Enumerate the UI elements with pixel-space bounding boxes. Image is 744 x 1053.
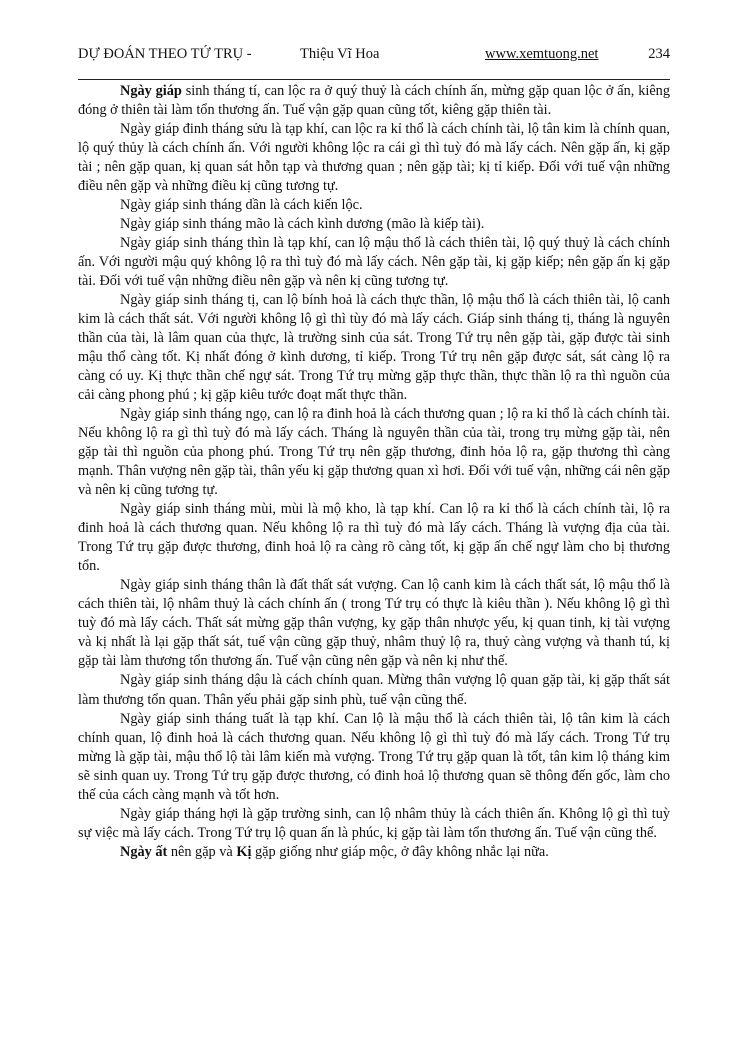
header-divider xyxy=(78,79,670,80)
book-title: DỰ ĐOÁN THEO TỨ TRỤ - xyxy=(78,46,252,62)
paragraph: Ngày giáp sinh tháng thân là đất thất sát vượng. Can lộ canh kim là cách thất sát, lộ mậu thổ là cách thiên tài, lộ nhâm thuỷ là cách chính ấn ( trong Tứ trụ có thực là kiêu thần ). Nếu không lộ gì thì tuỳ đó mà lấy cách. Thất sát mừng gặp thân vượng, kỵ gặp thân nhược yếu, kị quan tinh, kị tài vượng và kị nhất là lại gặp thất sát, tuế vận cũng gặp thuỷ, nhâm thuỷ lộ ra, thuỷ càng vượng và thanh tú, kị gặp tài làm thương tổn thương ấn. Tuế vận cũng nên gặp và nên kị như thế. xyxy=(78,577,670,670)
paragraph: Ngày giáp sinh tháng tuất là tạp khí. Can lộ là mậu thổ là cách thiên tài, lộ tân kim là cách chính quan, lộ đinh hoả là cách thương quan. Nếu không lộ gì thì tuỳ đó mà lấy cách. Trong Tứ trụ mừng là gặp tài, mậu thổ lộ tài lâm kiến mà vượng. Trong Tứ trụ gặp quan là tốt, tân kim lộ tháng kim sẽ sinh quan uy. Trong Tứ trụ gặp được thương, có đinh hoả lộ thương quan sẽ thông đến gốc, làm cho thế của cách càng mạnh và tốt hơn. xyxy=(78,710,670,803)
paragraph: Ngày giáp sinh tháng thìn là tạp khí, can lộ mậu thổ là cách thiên tài, lộ quý thuỷ là cách chính ấn. Với người mậu quý không lộ ra thì tuỳ đó mà lấy cách. Nên gặp tài, kị gặp kiếp; nên gặp ấn kị gặp tài. Đối với tuế vận những điều nên gặp và nên kị cũng tương tự. xyxy=(78,235,670,290)
paragraph: Ngày giáp tháng hợi là gặp trường sinh, can lộ nhâm thủy là cách thiên ấn. Không lộ gì thì tuỳ sự việc mà lấy cách. Trong Tứ trụ lộ quan ấn là phúc, kị gặp tài làm tổn thương ấn. Tuế vận cũng thế. xyxy=(78,805,670,841)
paragraph-text: nên gặp và xyxy=(167,843,237,860)
paragraph xyxy=(78,843,670,862)
paragraph-lead: Ngày ất xyxy=(120,843,168,860)
author-name: Thiệu Vĩ Hoa xyxy=(300,46,380,62)
paragraph-lead: Kị xyxy=(236,843,252,860)
paragraph: Ngày giáp sinh tháng dần là cách kiến lộc. xyxy=(120,197,363,214)
paragraph: Ngày giáp sinh tháng mão là cách kình dương (mão là kiếp tài). xyxy=(120,216,485,233)
page-header xyxy=(78,46,670,68)
paragraph-lead: Ngày giáp xyxy=(120,83,182,99)
paragraph-text: gặp giống như giáp mộc, ở đây không nhắc lại nữa. xyxy=(251,843,549,860)
paragraph-text: sinh tháng tí, can lộc ra ở quý thuỷ là cách chính ấn, mừng gặp quan lộc ở ấn, kiêng đóng ở thiên tài làm tổn thương ấn. Tuế vận gặp quan cũng tốt, kiêng gặp thiên tài. xyxy=(78,83,670,119)
paragraph: Ngày giáp sinh tháng mùi, mùi là mộ kho, là tạp khí. Can lộ ra kỉ thổ là cách chính tài, lộ ra đinh hoả là cách thương quan. Nếu không lộ ra thì tuỳ đó mà lấy cách. Tháng là vượng địa của tài. Trong Tứ trụ gặp được thương, đinh hoả lộ ra càng rõ càng tốt, kị gặp ấn chế ngự làm cho bị thương tổn. xyxy=(78,501,670,575)
paragraph xyxy=(78,82,670,120)
page-body xyxy=(78,82,670,862)
page-number: 234 xyxy=(648,46,670,62)
paragraph: Ngày giáp sinh tháng ngọ, can lộ ra đinh hoả là cách thương quan ; lộ ra kỉ thổ là cách chính tài. Nếu không lộ ra gì thì tuỳ đó mà lấy cách. Tháng là nguyên thần của tài, trong trụ mừng gặp tài, nên gặp tài thì nguồn của phong phú. Trong Tứ trụ nên gặp thương, đinh hỏa lộ ra, gặp thương thì càng mạnh. Thân vượng nên gặp tài, thân yếu kị gặp thương quan xì hơi. Đối với tuế vận, những cái nên gặp và nên kị cũng tương tự. xyxy=(78,406,670,499)
paragraph: Ngày giáp sinh tháng tị, can lộ bính hoả là cách thực thần, lộ mậu thổ là cách thiên tài, lộ canh kim là cách thất sát. Với người không lộ gì thì tùy đó mà lấy cách. Giáp sinh tháng tị, tháng là nguyên thần của tài, là lâm quan của thực, là trường sinh của sát. Trong Tứ trụ nên gặp tài, gặp được tài sinh mậu thổ càng tốt. Kị nhất đóng ở kình dương, tỉ kiếp. Trong Tứ trụ nên gặp được sát, sát càng lộ ra càng có uy. Kị thực thần chế ngự sát. Trong Tứ trụ mừng gặp thực thần, thực thần lộ ra thì nguồn của cải càng phong phú ; kị gặp kiêu tước đoạt mất thực thần. xyxy=(78,292,670,404)
paragraph: Ngày giáp đinh tháng sửu là tạp khí, can lộc ra kỉ thổ là cách chính tài, lộ tân kim là chính quan, lộ quý thủy là cách chính ấn. Với người không lộc ra cái gì thì tuỳ đó mà lấy cách. Nên gặp ấn, kị gặp tài ; nên gặp quan, kị quan sát hỗn tạp và thương quan ; nên gặp tài; kị tỉ kiếp. Đối với tuế vận những điều nên gặp và những điều kị cũng tương tự. xyxy=(78,121,670,195)
paragraph: Ngày giáp sinh tháng dậu là cách chính quan. Mừng thân vượng lộ quan gặp tài, kị gặp thất sát làm thương tổn quan. Thân yếu phải gặp sinh phù, tuế vận cũng thế. xyxy=(78,672,670,708)
website-link[interactable]: www.xemtuong.net xyxy=(485,46,599,62)
